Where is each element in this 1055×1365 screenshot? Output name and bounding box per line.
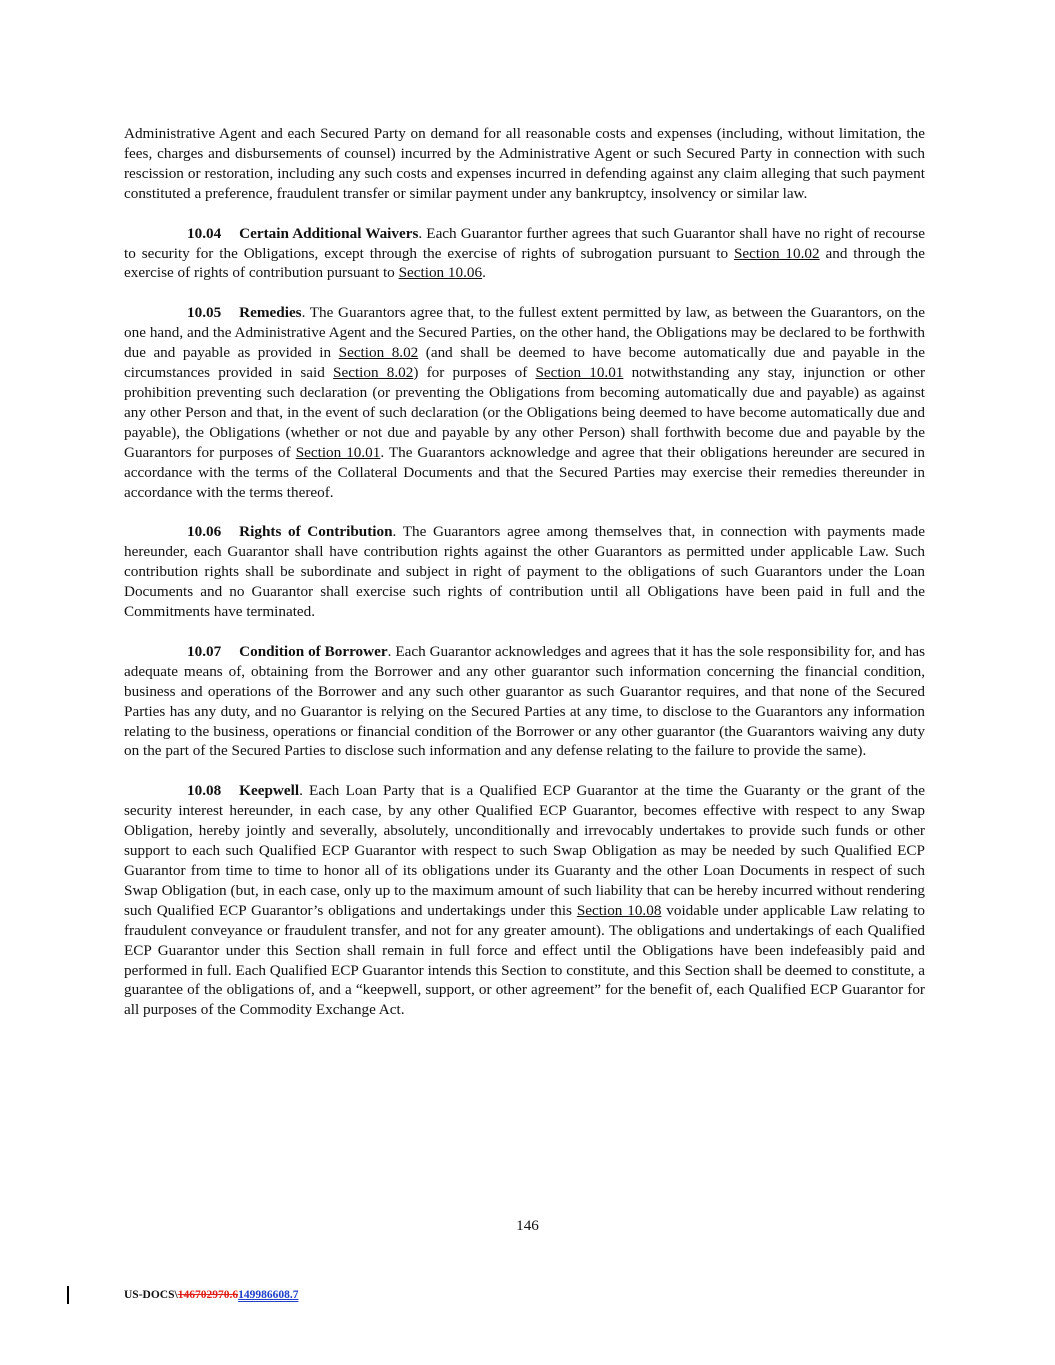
footer-deleted-id: 146702970.6 [177, 1289, 239, 1301]
section-text: . Each Loan Party that is a Qualified ECP Guarantor at the time the Guaranty or the grant of the security interest hereunder, in each case, by any other Qualified ECP Guarantor, becomes effective with respect to any Swap Obligation, hereby jointly and severally, absolutely, unconditionally and irrevocably undertakes to provide such funds or other support to each such Qualified ECP Guarantor with respect to such Swap Obligation as may be needed by such Qualified ECP Guarantor from time to time to honor all of its obligations under its Guaranty and the other Loan Documents in respect of such Swap Obligation (but, in each case, only up to the maximum amount of such liability that can be hereby incurred without rendering such Qualified ECP Guarantor’s obligations and undertakings under this [124, 782, 925, 919]
section-text: . The Guarantors agree among themselves that, in connection with payments made hereunder, each Guarantor shall have contribution rights against the other Guarantors as permitted under applicable Law. Such contribution rights shall be subordinate and subject in right of payment to the obligations of such Guarantors under the Loan Documents and no Guarantor shall exercise such rights of contribution until all Obligations have been paid in full and the Commitments have terminated. [124, 523, 925, 621]
section-text: and through the exercise of rights of contribution pursuant to [124, 244, 925, 282]
section-text: . Each Guarantor acknowledges and agrees that it has the sole responsibility for, and has adequate means of, obtaining from the Borrower and any other guarantor such information concerning the financial condition, business and operations of the Borrower and any such other guarantor as such Guarantor requires, and that none of the Secured Parties has any duty, and no Guarantor is relying on the Secured Parties at any time, to disclose to the Guarantors any information relating to the business, operations or financial condition of the Borrower or any other guarantor (the Guarantors waiving any duty on the part of the Secured Parties to disclose such information and any defense relating to the failure to provide the same). [124, 642, 925, 760]
section-number: 10.08 [187, 782, 222, 800]
section-reference: Section 10.01 [535, 364, 624, 382]
section-heading: Remedies [239, 304, 302, 322]
paragraph-continuation [124, 124, 925, 204]
section-heading: Certain Additional Waivers [239, 224, 419, 242]
section-heading: Keepwell [239, 782, 300, 800]
section-text: ) for purposes of [413, 364, 536, 382]
footer-inserted-id: 149986608.7 [238, 1289, 299, 1301]
section-reference: Section 10.01 [295, 443, 381, 461]
section-10-05 [124, 303, 925, 502]
section-text: . Each Guarantor further agrees that such Guarantor shall have no right of recourse to security for the Obligations, except through the exercise of rights of subrogation pursuant to [124, 224, 926, 262]
section-number: 10.07 [187, 642, 222, 660]
section-text: . The Guarantors agree that, to the fullest extent permitted by law, as between the Guarantors, on the one hand, and the Administrative Agent and the Secured Parties, on the other hand, the Obligations may be declared to be forthwith due and payable as provided in [124, 304, 925, 362]
section-text: . [482, 264, 486, 282]
section-number: 10.06 [187, 523, 222, 541]
change-bar [67, 1286, 69, 1304]
section-text: notwithstanding any stay, injunction or other prohibition preventing such declaration (or preventing the Obligations from becoming automatically due and payable) as against any other Person and that, in the event of such declaration (or the Obligations being deemed to have become automatically due and payable), the Obligations (whether or not due and payable by any other Person) shall forthwith become due and payable by the Guarantors for purposes of [124, 364, 926, 461]
section-reference: Section 10.02 [733, 244, 820, 262]
section-reference: Section 10.06 [398, 264, 483, 282]
section-heading: Rights of Contribution [239, 523, 393, 541]
document-id-footer [124, 1289, 298, 1301]
section-10-04 [124, 224, 925, 284]
document-body [124, 124, 925, 1040]
section-reference: Section 10.08 [576, 901, 662, 919]
section-10-06 [124, 522, 925, 622]
section-heading: Condition of Borrower [239, 642, 388, 660]
section-10-07 [124, 642, 925, 761]
footer-prefix: US-DOCS\ [124, 1289, 178, 1301]
section-reference: Section 8.02 [333, 364, 414, 382]
section-text: . The Guarantors acknowledge and agree that their obligations hereunder are secured in accordance with the terms of the Collateral Documents and that the Secured Parties may exercise their remedies thereunder in accordance with the terms thereof. [124, 443, 925, 501]
section-10-08 [124, 781, 925, 1020]
section-number: 10.05 [187, 304, 222, 322]
page-number: 146 [516, 1217, 539, 1234]
section-reference: Section 8.02 [338, 344, 419, 362]
section-text: (and shall be deemed to have become automatically due and payable in the circumstances provided in said [124, 344, 925, 382]
section-number: 10.04 [187, 224, 222, 242]
paragraph-text: Administrative Agent and each Secured Party on demand for all reasonable costs and expenses (including, without limitation, the fees, charges and disbursements of counsel) incurred by the Administrative Agent or such Secured Party in connection with such rescission or restoration, including any such costs and expenses incurred in defending against any claim alleging that such payment constituted a preference, fraudulent transfer or similar payment under any bankruptcy, insolvency or similar law. [124, 125, 925, 202]
section-text: voidable under applicable Law relating to fraudulent conveyance or fraudulent transfer, and not for any greater amount). The obligations and undertakings of each Qualified ECP Guarantor under this Section shall remain in full force and effect until the Obligations have been indefeasibly paid and performed in full. Each Qualified ECP Guarantor intends this Section to constitute, and this Section shall be deemed to constitute, a guarantee of the obligations of, and a “keepwell, support, or other agreement” for the benefit of, each Qualified ECP Guarantor for all purposes of the Commodity Exchange Act. [124, 901, 926, 1019]
